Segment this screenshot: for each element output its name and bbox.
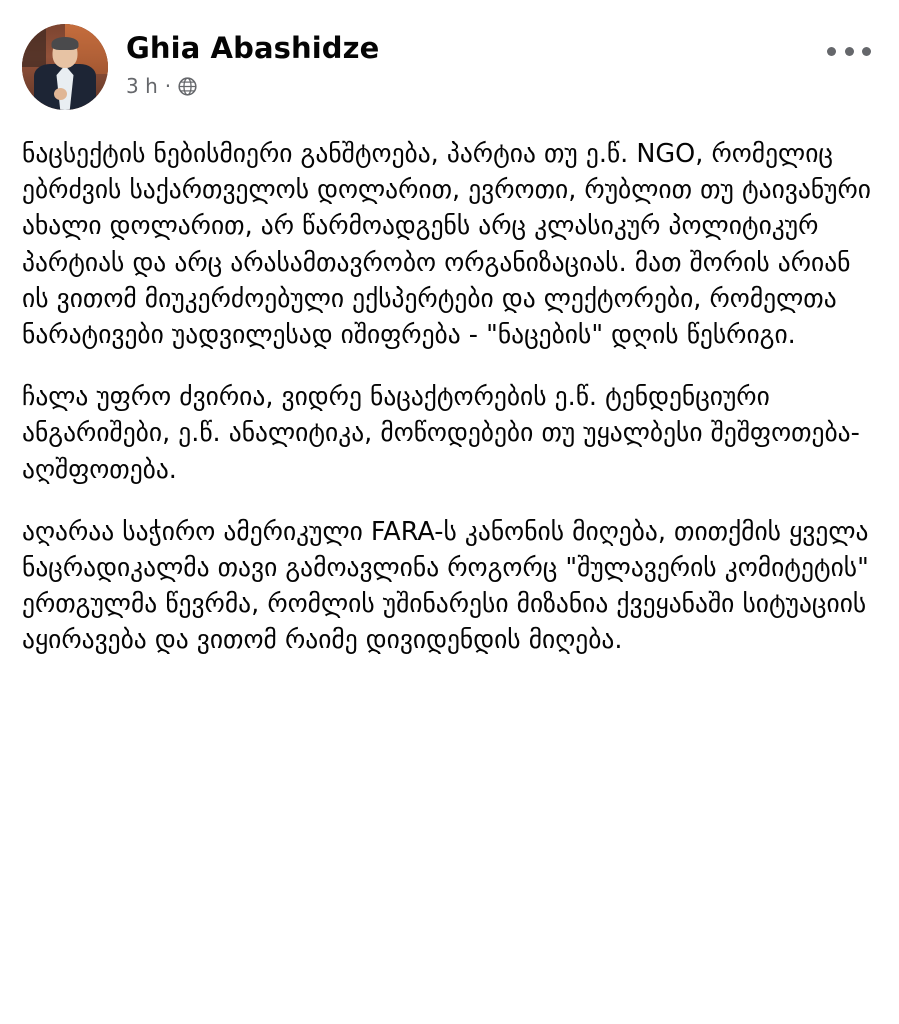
post-timestamp[interactable]: 3 h — [126, 74, 158, 99]
post-paragraph: ნაცსექტის ნებისმიერი განშტოება, პარტია თუ ე.წ. NGO, რომელიც ებრძვის საქართველოს დოლარით, ევროთი, რუბლით თუ ტაივანური ახალი დოლარით, არ წარმოადგენს არც კლასიკურ პოლიტიკურ პარტიას და არც არასამთავრობო ორგანიზაციას. მათ შორის არიან ის ვითომ მიუკერძოებული ექსპერტები და ლექტორები, რომელთა ნარატივები უადვილესად იშიფრება - "ნაცების" დღის წესრიგი. — [22, 139, 871, 351]
post-paragraph: აღარაა საჭირო ამერიკული FARA-ს კანონის მიღება, თითქმის ყველა ნაცრადიკალმა თავი გამოავლინა როგორც "შულავერის კომიტეტის" ერთგულმა წევრმა, რომლის უშინარესი მიზანია ქვეყანაში სიტუაციის აყირავება და ვითომ რაიმე დივიდენდის მიღება. — [22, 516, 869, 656]
meta-separator: · — [164, 74, 172, 99]
avatar-image — [22, 24, 108, 110]
post-meta — [126, 74, 877, 98]
post-header-text — [126, 24, 877, 98]
post-paragraph: ჩალა უფრო ძვირია, ვიდრე ნაცაქტორების ე.წ. ტენდენციური ანგარიშები, ე.წ. ანალიტიკა, მოწოდებები თუ უყალბესი შეშფოთება-აღშფოთება. — [22, 382, 860, 485]
globe-icon[interactable] — [178, 77, 197, 96]
post-header — [0, 0, 899, 110]
post-author-name[interactable]: Ghia Abashidze — [126, 31, 380, 65]
avatar[interactable] — [22, 24, 108, 110]
post-text — [0, 110, 899, 659]
ellipsis-icon[interactable] — [827, 40, 871, 62]
